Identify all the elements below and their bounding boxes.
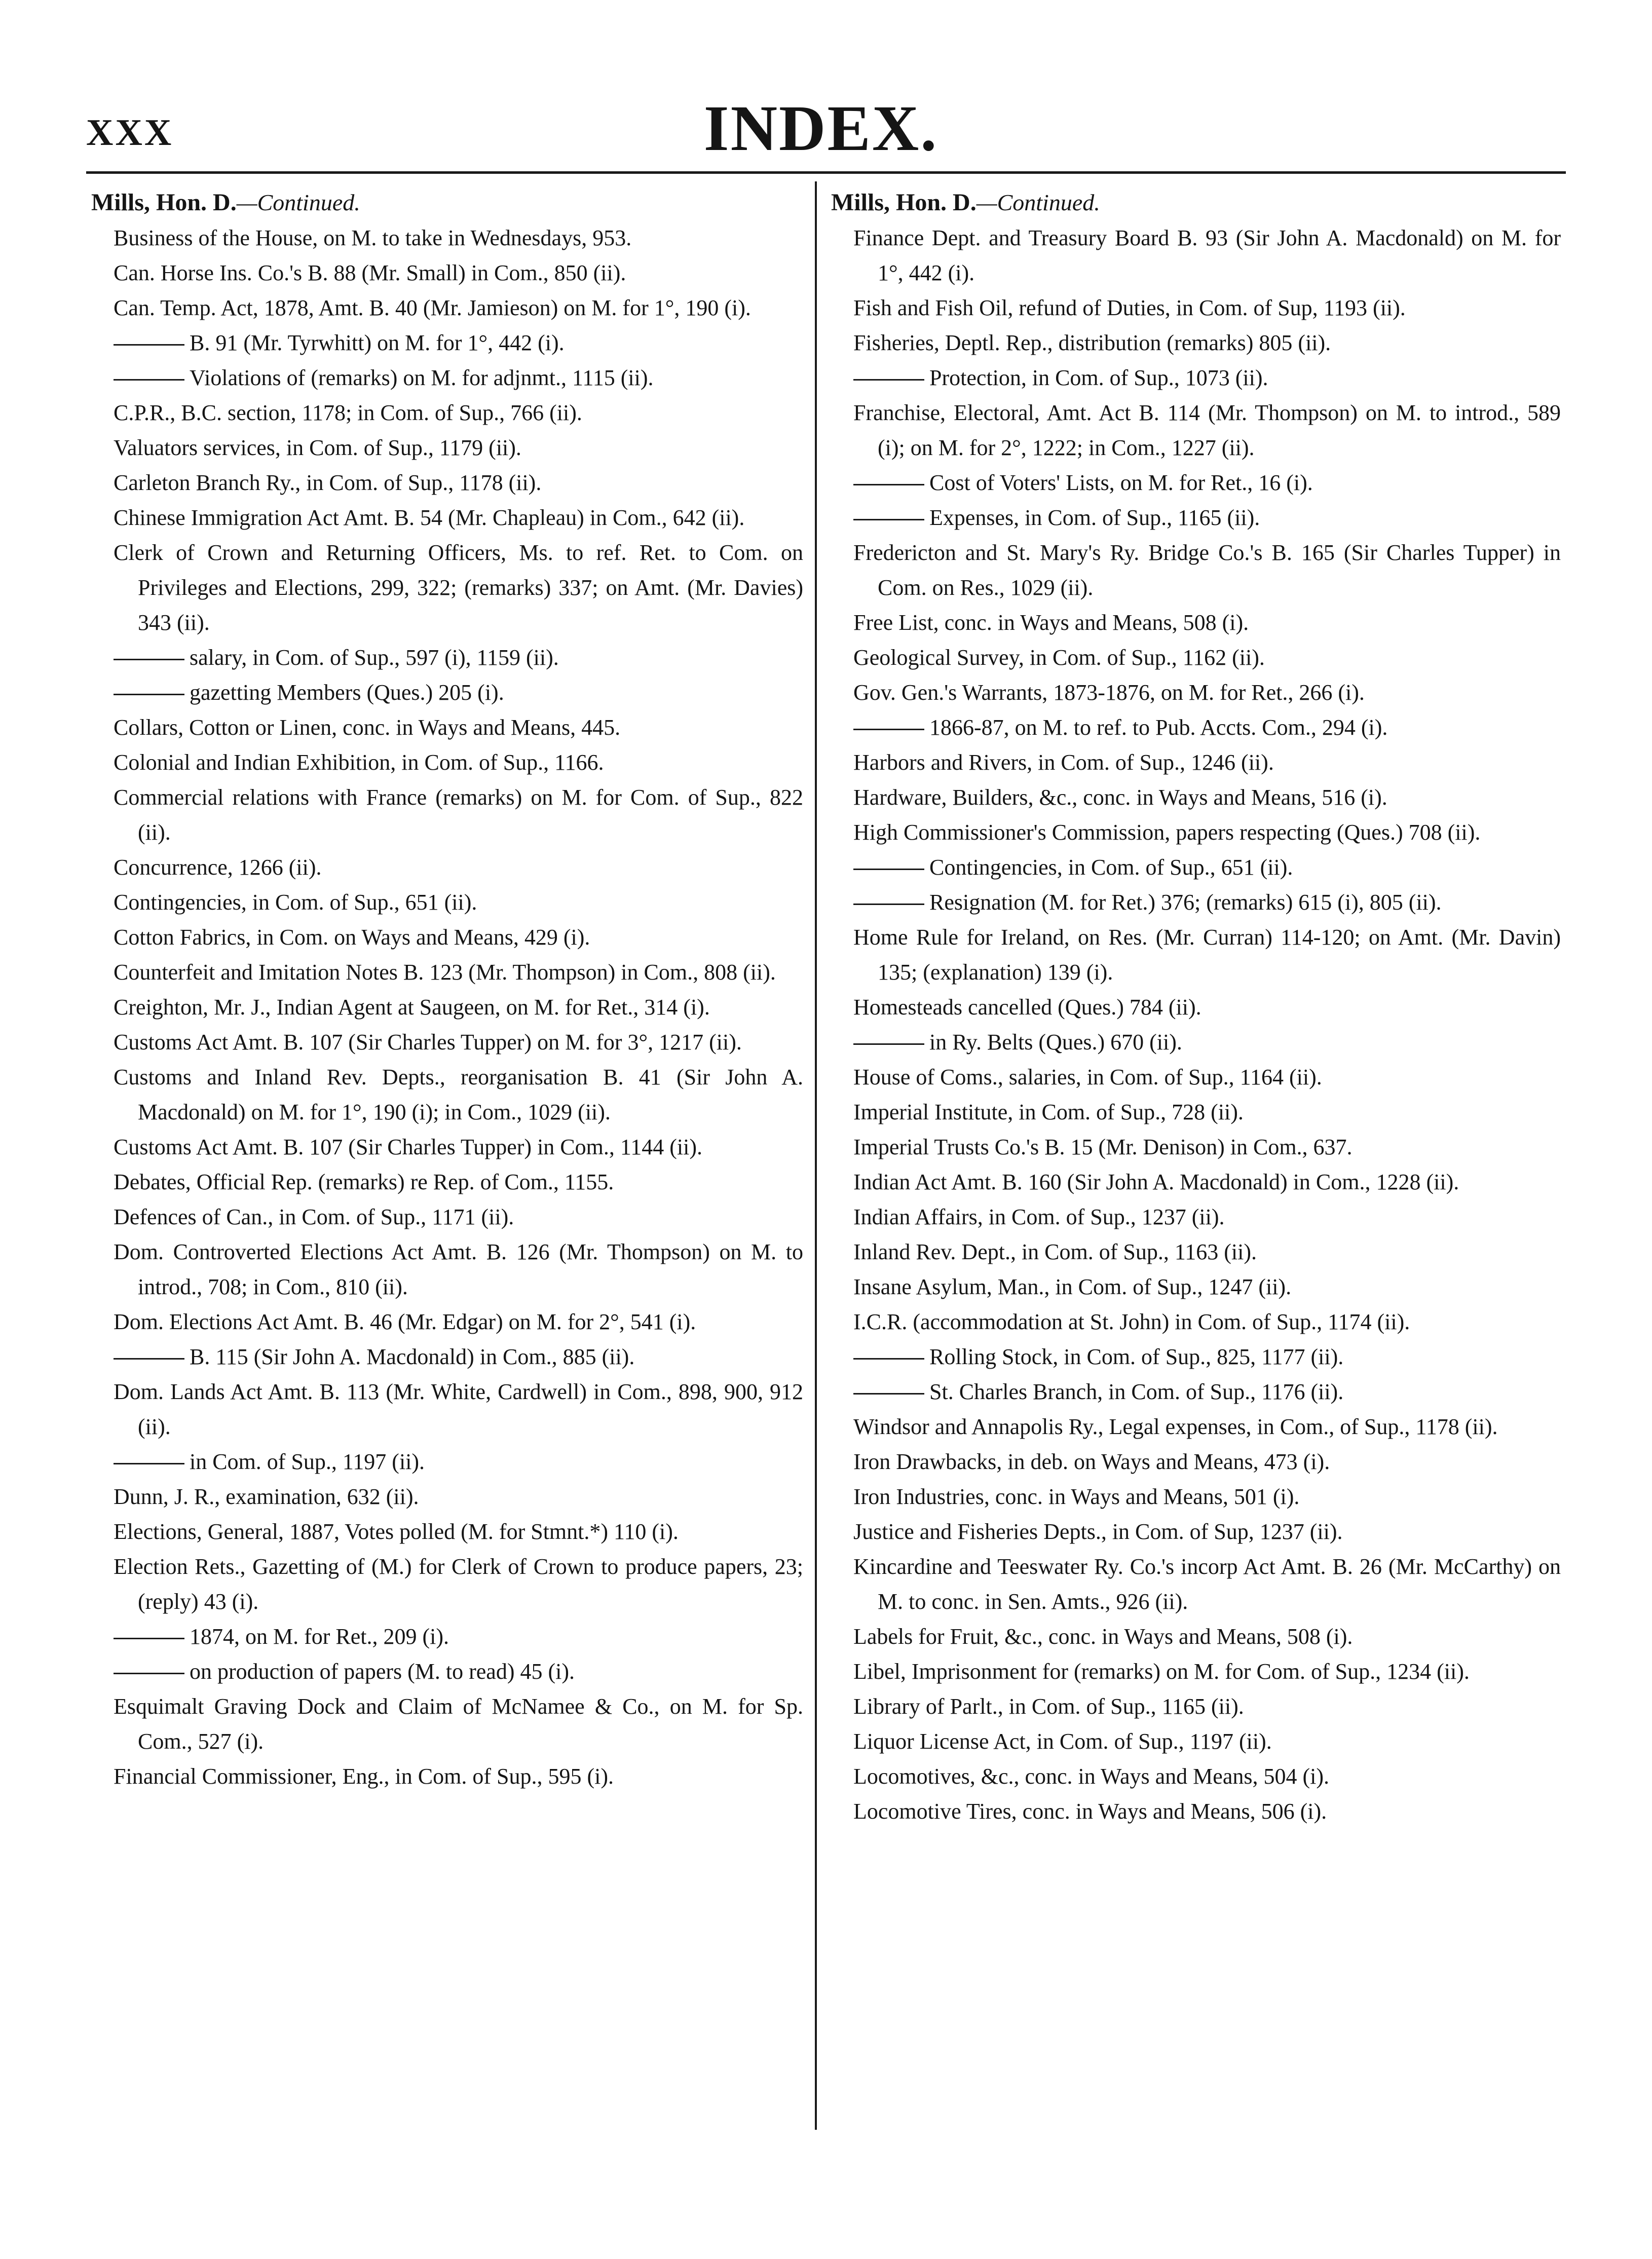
index-entry: Valuators services, in Com. of Sup., 1179 (ii). [114,435,521,460]
heading-name: Mills, Hon. D. [831,189,977,216]
index-entry: Debates, Official Rep. (remarks) re Rep. of Com., 1155. [114,1170,614,1194]
sub-entry-dash [853,1043,924,1045]
sub-entry-dash [853,519,924,520]
column-heading [831,185,1561,220]
index-subentry [831,1025,1561,1060]
index-entry: Imperial Institute, in Com. of Sup., 728 (ii). [853,1100,1244,1124]
index-subentry [831,360,1561,395]
subentry-text: 1866-87, on M. to ref. to Pub. Accts. Com., 294 (i). [929,715,1388,740]
subentry-text: B. 91 (Mr. Tyrwhitt) on M. for 1°, 442 (i). [190,330,565,355]
index-entry: Election Rets., Gazetting of (M.) for Clerk of Crown to produce papers, 23; (reply) 43 (i). [114,1554,803,1614]
index-entry: Concurrence, 1266 (ii). [114,855,322,880]
index-entry: Cotton Fabrics, in Com. on Ways and Means, 429 (i). [114,925,590,950]
index-subentry [91,1654,803,1689]
index-subentry [831,710,1561,745]
index-entry: Insane Asylum, Man., in Com. of Sup., 1247 (ii). [853,1274,1292,1299]
column-divider [815,181,817,2130]
index-entry: Labels for Fruit, &c., conc. in Ways and Means, 508 (i). [853,1624,1353,1649]
subentry-text: salary, in Com. of Sup., 597 (i), 1159 (ii). [190,645,559,670]
page-number: XXX [86,112,174,154]
subentry-text: Protection, in Com. of Sup., 1073 (ii). [929,365,1268,390]
index-entry: Customs Act Amt. B. 107 (Sir Charles Tupper) on M. for 3°, 1217 (ii). [114,1030,742,1055]
index-entry: Can. Horse Ins. Co.'s B. 88 (Mr. Small) in Com., 850 (ii). [114,260,626,285]
index-entry: Library of Parlt., in Com. of Sup., 1165 (ii). [853,1694,1244,1719]
index-entry: Home Rule for Ireland, on Res. (Mr. Curran) 114-120; on Amt. (Mr. Davin) 135; (explanation) 139 (i). [853,925,1561,985]
index-entry: Business of the House, on M. to take in Wednesdays, 953. [114,225,632,250]
subentry-text: Resignation (M. for Ret.) 376; (remarks) 615 (i), 805 (ii). [929,890,1442,915]
index-entry: Dunn, J. R., examination, 632 (ii). [114,1484,419,1509]
index-entry: Liquor License Act, in Com. of Sup., 1197 (ii). [853,1729,1272,1754]
index-entry: Creighton, Mr. J., Indian Agent at Saugeen, on M. for Ret., 314 (i). [114,995,710,1020]
index-entry: C.P.R., B.C. section, 1178; in Com. of Sup., 766 (ii). [114,400,582,425]
index-entry: Locomotives, &c., conc. in Ways and Means, 504 (i). [853,1764,1329,1789]
sub-entry-dash [853,903,924,905]
index-entry: Locomotive Tires, conc. in Ways and Means, 506 (i). [853,1799,1327,1824]
index-entry: Commercial relations with France (remarks) on M. for Com. of Sup., 822 (ii). [114,785,803,845]
subentry-text: Violations of (remarks) on M. for adjnmt., 1115 (ii). [190,365,654,390]
index-entry: Carleton Branch Ry., in Com. of Sup., 1178 (ii). [114,470,542,495]
index-column-right [831,185,1561,1829]
index-entry: Homesteads cancelled (Ques.) 784 (ii). [853,995,1202,1020]
index-subentry [91,1444,803,1479]
index-entry: Imperial Trusts Co.'s B. 15 (Mr. Denison) in Com., 637. [853,1135,1353,1159]
sub-entry-dash [114,379,184,381]
index-entry: Can. Temp. Act, 1878, Amt. B. 40 (Mr. Jamieson) on M. for 1°, 190 (i). [114,295,751,320]
index-entry: Gov. Gen.'s Warrants, 1873-1876, on M. for Ret., 266 (i). [853,680,1365,705]
index-subentry [831,1339,1561,1374]
index-entry: Iron Industries, conc. in Ways and Means, 501 (i). [853,1484,1300,1509]
index-entry: Libel, Imprisonment for (remarks) on M. for Com. of Sup., 1234 (ii). [853,1659,1470,1684]
index-entry: Clerk of Crown and Returning Officers, Ms. to ref. Ret. to Com. on Privileges and Elections, 299, 322; (remarks) 337; on Amt. (Mr. Davies) 343 (ii). [114,540,803,635]
page-title: INDEX. [703,92,938,164]
index-subentry [91,1339,803,1374]
index-entry: Franchise, Electoral, Amt. Act B. 114 (Mr. Thompson) on M. to introd., 589 (i); on M. for 2°, 1222; in Com., 1227 (ii). [853,400,1561,460]
index-entry: Hardware, Builders, &c., conc. in Ways and Means, 516 (i). [853,785,1387,810]
index-entry: Dom. Elections Act Amt. B. 46 (Mr. Edgar) on M. for 2°, 541 (i). [114,1309,696,1334]
index-subentry [831,885,1561,920]
index-entry: Dom. Lands Act Amt. B. 113 (Mr. White, Cardwell) in Com., 898, 900, 912 (ii). [114,1379,803,1439]
column-heading [91,185,803,220]
index-entry: Fredericton and St. Mary's Ry. Bridge Co.'s B. 165 (Sir Charles Tupper) in Com. on Res., 1029 (ii). [853,540,1561,600]
sub-entry-dash [853,379,924,381]
subentry-text: in Com. of Sup., 1197 (ii). [190,1449,425,1474]
sub-entry-dash [853,729,924,730]
sub-entry-dash [853,1358,924,1360]
index-entry: Chinese Immigration Act Amt. B. 54 (Mr. Chapleau) in Com., 642 (ii). [114,505,745,530]
index-entry: Windsor and Annapolis Ry., Legal expenses, in Com., of Sup., 1178 (ii). [853,1414,1498,1439]
index-entry: Defences of Can., in Com. of Sup., 1171 (ii). [114,1204,514,1229]
subentry-text: Contingencies, in Com. of Sup., 651 (ii). [929,855,1293,880]
index-entry: Contingencies, in Com. of Sup., 651 (ii). [114,890,477,915]
subentry-text: B. 115 (Sir John A. Macdonald) in Com., 885 (ii). [190,1344,635,1369]
index-entry: Fisheries, Deptl. Rep., distribution (remarks) 805 (ii). [853,330,1331,355]
sub-entry-dash [114,344,184,346]
index-entry: Esquimalt Graving Dock and Claim of McNamee & Co., on M. for Sp. Com., 527 (i). [114,1694,803,1754]
sub-entry-dash [114,659,184,660]
index-column-left [91,185,803,1794]
index-subentry [91,360,803,395]
subentry-text: St. Charles Branch, in Com. of Sup., 1176 (ii). [929,1379,1344,1404]
index-entry: Iron Drawbacks, in deb. on Ways and Means, 473 (i). [853,1449,1330,1474]
index-entry: House of Coms., salaries, in Com. of Sup., 1164 (ii). [853,1065,1322,1089]
sub-entry-dash [114,1638,184,1639]
index-entry: Dom. Controverted Elections Act Amt. B. 126 (Mr. Thompson) on M. to introd., 708; in Com., 810 (ii). [114,1239,803,1299]
subentry-text: on production of papers (M. to read) 45 (i). [190,1659,575,1684]
subentry-text: in Ry. Belts (Ques.) 670 (ii). [929,1030,1182,1055]
index-entry: Geological Survey, in Com. of Sup., 1162 (ii). [853,645,1265,670]
index-entry: Inland Rev. Dept., in Com. of Sup., 1163 (ii). [853,1239,1257,1264]
index-entry: Harbors and Rivers, in Com. of Sup., 1246 (ii). [853,750,1274,775]
heading-name: Mills, Hon. D. [91,189,237,216]
index-entry: Elections, General, 1887, Votes polled (M. for Stmnt.*) 110 (i). [114,1519,679,1544]
sub-entry-dash [853,869,924,870]
sub-entry-dash [114,694,184,695]
index-subentry [831,500,1561,535]
sub-entry-dash [853,484,924,485]
index-entry: Financial Commissioner, Eng., in Com. of Sup., 595 (i). [114,1764,614,1789]
sub-entry-dash [114,1463,184,1464]
index-entry: High Commissioner's Commission, papers respecting (Ques.) 708 (ii). [853,820,1481,845]
index-subentry [831,1374,1561,1409]
header-rule [86,171,1566,174]
index-subentry [91,675,803,710]
heading-continued: —Continued. [976,190,1100,215]
index-entry: Collars, Cotton or Linen, conc. in Ways and Means, 445. [114,715,621,740]
subentry-text: 1874, on M. for Ret., 209 (i). [190,1624,449,1649]
subentry-text: Cost of Voters' Lists, on M. for Ret., 16 (i). [929,470,1313,495]
index-entry: I.C.R. (accommodation at St. John) in Com. of Sup., 1174 (ii). [853,1309,1410,1334]
index-entry: Kincardine and Teeswater Ry. Co.'s incorp Act Amt. B. 26 (Mr. McCarthy) on M. to conc. in Sen. Amts., 926 (ii). [853,1554,1561,1614]
index-entry: Counterfeit and Imitation Notes B. 123 (Mr. Thompson) in Com., 808 (ii). [114,960,776,985]
page-header [76,76,1566,162]
index-subentry [91,1619,803,1654]
index-entry: Fish and Fish Oil, refund of Duties, in Com. of Sup, 1193 (ii). [853,295,1406,320]
index-subentry [831,465,1561,500]
index-entry: Customs and Inland Rev. Depts., reorganisation B. 41 (Sir John A. Macdonald) on M. for 1°, 190 (i); in Com., 1029 (ii). [114,1065,803,1124]
heading-continued: —Continued. [236,190,360,215]
index-entry: Finance Dept. and Treasury Board B. 93 (Sir John A. Macdonald) on M. for 1°, 442 (i). [853,225,1561,285]
index-entry: Indian Affairs, in Com. of Sup., 1237 (ii). [853,1204,1225,1229]
index-entry: Colonial and Indian Exhibition, in Com. of Sup., 1166. [114,750,604,775]
subentry-text: Expenses, in Com. of Sup., 1165 (ii). [929,505,1260,530]
index-subentry [831,850,1561,885]
subentry-text: Rolling Stock, in Com. of Sup., 825, 1177 (ii). [929,1344,1344,1369]
index-entry: Indian Act Amt. B. 160 (Sir John A. Macdonald) in Com., 1228 (ii). [853,1170,1459,1194]
index-entry: Justice and Fisheries Depts., in Com. of Sup, 1237 (ii). [853,1519,1343,1544]
subentry-text: gazetting Members (Ques.) 205 (i). [190,680,504,705]
index-subentry [91,640,803,675]
sub-entry-dash [853,1393,924,1395]
index-subentry [91,325,803,360]
sub-entry-dash [114,1358,184,1360]
index-entry: Customs Act Amt. B. 107 (Sir Charles Tupper) in Com., 1144 (ii). [114,1135,702,1159]
index-entry: Free List, conc. in Ways and Means, 508 (i). [853,610,1249,635]
sub-entry-dash [114,1673,184,1674]
